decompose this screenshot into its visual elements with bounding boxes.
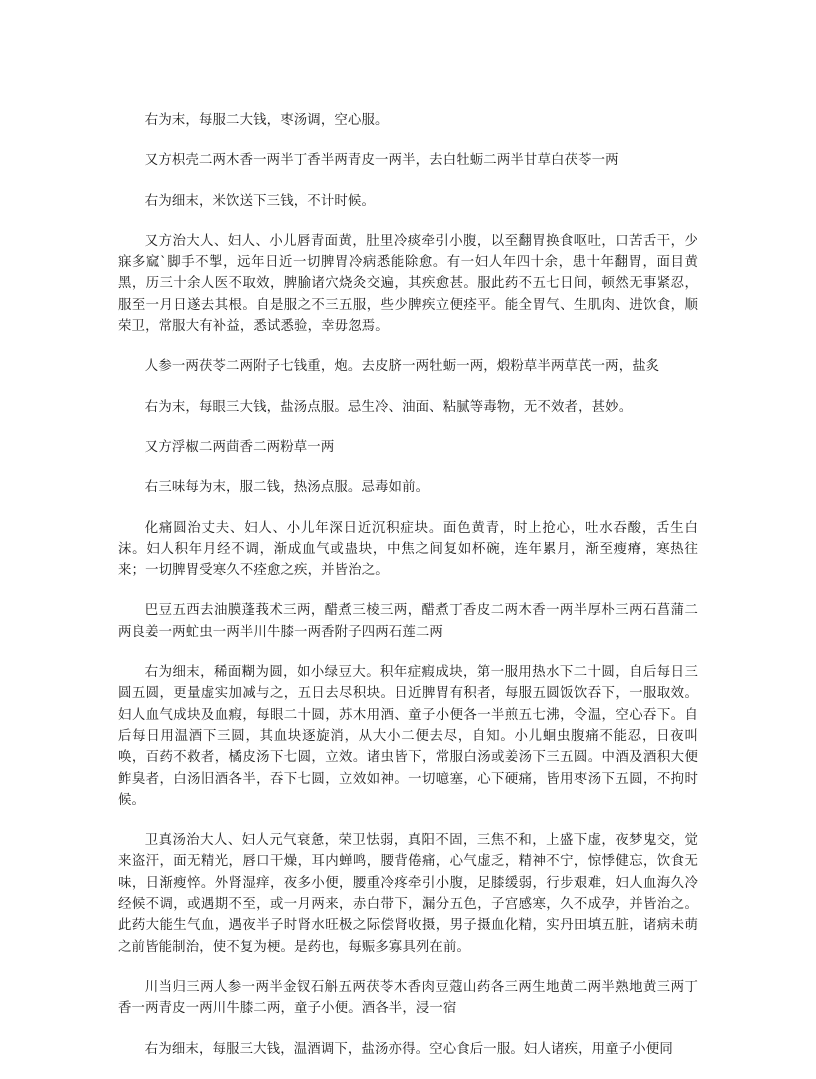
paragraph: 又方枳壳二两木香一两半丁香半两青皮一两半，去白牡蛎二两半甘草白茯苓一两 bbox=[144, 153, 619, 169]
paragraph: 又方治大人、妇人、小儿唇青面黄，肚里冷痰牵引小腹，以至翻胃换食呕吐，口苦舌干，少寐多窳`脚手不掣，远年日近一切脾胃冷病悉能除愈。有一妇人年四十余，患十年翻胃，面目黄黑，历三十余人医不取效，脾腧诸穴烧灸交遍，其疾愈甚。服此药不五七日间，顿然无事紧忍，服至一月日遂去其根。自是服之不三五服，些少脾疾立便痊平。能全胃气、生肌肉、进饮食，顺荣卫，常服大有补益，悉试悉验，幸毋忽焉。 bbox=[118, 233, 698, 335]
paragraph: 右三味每为末，服二钱，热汤点服。忌毒如前。 bbox=[144, 480, 430, 496]
paragraph: 川当归三两人参一两半金钗石斛五两茯苓木香肉豆蔻山药各三两生地黄二两半熟地黄三两丁香一两青皮一两川牛膝二两，童子小便。酒各半，浸一宿 bbox=[118, 979, 698, 1017]
paragraph: 右为细末，稀面糊为圆，如小绿豆大。积年症瘕成块，第一服用热水下二十圆，自后每日三圆五圆，更量虚实加减与之，五日去尽积块。日近脾胃有积者，每服五圆饭饮吞下，一服取效。妇人血气成块及血瘕，每眼二十圆，苏木用酒、童子小便各一半煎五七沸，令温，空心吞下。自后每日用温酒下三圆，其血块逐旋消，从大小二便去尽，自知。小儿蛔虫腹痛不能忍，日夜叫唤，百药不救者，橘皮汤下七圆，立效。诸虫皆下，常服白汤或姜汤下三五圆。中酒及酒积大便鲊臭者，白汤旧酒各半，吞下七圆，立效如神。一切噫塞，心下硬痛，皆用枣汤下五圆，不拘时候。 bbox=[118, 665, 698, 808]
paragraph: 卫真汤治大人、妇人元气衰惫，荣卫怯弱，真阳不固，三焦不和，上盛下虚，夜梦鬼交，觉来盗汗，面无精光，唇口干燥，耳内蝉鸣，腰背倦痛，心气虚乏，精神不宁，惊悸健忘，饮食无味，日渐瘦悴。外肾湿痒，夜多小便，腰重冷疼牵引小腹，足膝缓弱，行步艰难，妇人血海久冷经候不调，或遇期不至，或一月两来，赤白带下，漏分五色，子宫感寒，久不成孕，并皆治之。此药大能生气血，遇夜半子时肾水旺极之际偿肾收摄，男子摄血化精，实丹田填五脏，诸病未萌之前皆能制治，使不复为梗。是药也，每赈多寡具列在前。 bbox=[118, 833, 698, 955]
paragraph: 又方浮椒二两茴香二两粉草一两 bbox=[144, 439, 335, 455]
document-body bbox=[118, 110, 698, 1079]
paragraph: 人参一两茯苓二两附子七钱重，炮。去皮脐一两牡蛎一两，煅粉草半两草芪一两，盐炙 bbox=[144, 359, 660, 375]
paragraph: 右为细末，米饮送下三钱，不计时候。 bbox=[144, 193, 375, 209]
paragraph: 巴豆五西去油膜蓬莪术三两，醋煮三棱三两，醋煮丁香皮二两木香一两半厚朴三两石菖蒲二两良姜一两虻虫一两半川牛膝一两香附子四两石莲二两 bbox=[118, 603, 698, 640]
paragraph: 右为末，每眼三大钱，盐汤点服。忌生冷、油面、粘腻等毒物，无不效者，甚妙。 bbox=[144, 399, 633, 415]
paragraph: 右为末，每服二大钱，枣汤调，空心服。 bbox=[144, 113, 389, 128]
paragraph: 化痛圆治丈夫、妇人、小儿年深日近沉积症块。面色黄青，时上抢心，吐水吞酸，舌生白沫。妇人积年月经不调，渐成血气或蛊块，中焦之间复如杯碗，连年累月，渐至瘦瘠，寒热往来；一切脾胃受寒久不痊愈之疾，并皆治之。 bbox=[118, 520, 698, 579]
paragraph: 右为细末，每服三大钱，温酒调下，盐汤亦得。空心食后一服。妇人诸疾，用童子小便同 bbox=[144, 1041, 673, 1057]
